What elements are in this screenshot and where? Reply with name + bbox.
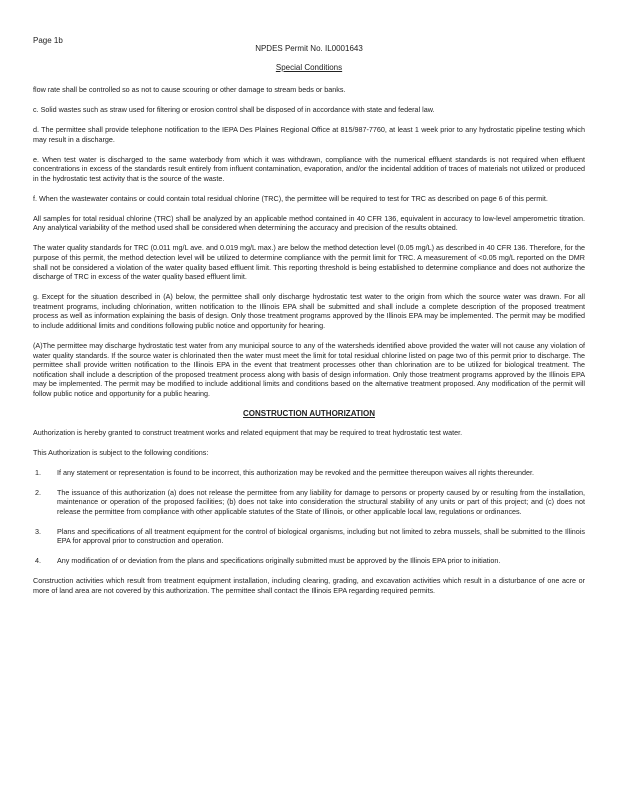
permit-page: [33, 36, 585, 606]
condition-item: [33, 468, 585, 478]
permit-number: NPDES Permit No. IL0001643: [255, 44, 363, 53]
condition-number: 4.: [35, 556, 41, 566]
construction-subject: This Authorization is subject to the following conditions:: [33, 447, 209, 457]
condition-text: If any statement or representation is found to be incorrect, this authorization may be revoked and the permittee thereupon waives all rights thereunder.: [57, 467, 535, 477]
paragraph-trc-standards: The water quality standards for TRC (0.011 mg/L ave. and 0.019 mg/L max.) are below the method detection level (0.05 mg/L) as described in 40 CFR 136. Therefore, for the purpose of this permit, the method detection level will be utilized to determine compliance with the permit limit for TRC. A measurement of <0.05 mg/L reported on the DMR shall not be considered a violation of the water quality based effluent limit. This reporting threshold is being established to determine compliance and does not authorize the discharge of TRC in excess of the water quality based effluent limit.: [33, 243, 585, 282]
construction-intro: Authorization is hereby granted to construct treatment works and related equipment that may be required to treat hydrostatic test water.: [33, 427, 463, 437]
condition-item: [33, 488, 585, 517]
paragraph-municipal-source: (A)The permittee may discharge hydrostatic test water from any municipal source to any of the watersheds identified above provided the water will not cause any violation of water quality standards. If the source water is chlorinated then the water must meet the limit for total residual chlorine listed on page two of this permit prior to discharge. The permittee shall provide written notification to the Illinois EPA in the event that treatment processes other than chlorination are to be utilized for biological treatment. The notification shall include a description of the proposed treatment process along with basis of design information. Only those treatment programs approved by the Illinois EPA may be implemented. The permit may be modified to include additional limits and conditions based on the alternative treatment proposed. Any modification of the permit will follow public notice and opportunity for a public hearing.: [33, 341, 585, 398]
condition-item: [33, 527, 585, 546]
paragraph-solid-wastes: c. Solid wastes such as straw used for filtering or erosion control shall be disposed of in accordance with state and federal law.: [33, 105, 435, 115]
paragraph-flow-rate: flow rate shall be controlled so as not to cause scouring or other damage to stream beds or banks.: [33, 85, 346, 95]
condition-text: Plans and specifications of all treatment equipment for the control of biological organisms, including but not limited to zebra mussels, shall be submitted to the Illinois EPA for approval prior to construction and operation.: [57, 526, 585, 546]
construction-heading: CONSTRUCTION AUTHORIZATION: [243, 408, 375, 418]
condition-number: 1.: [35, 467, 41, 477]
condition-text: Any modification of or deviation from the plans and specifications originally submitted must be approved by the Illinois EPA prior to initiation.: [57, 556, 501, 566]
construction-closing: Construction activities which result from treatment equipment installation, including clearing, grading, and excavation activities which result in a disturbance of one acre or more of land area are not covered by this authorization. The permittee shall contact the Illinois EPA regarding required permits.: [33, 576, 585, 595]
paragraph-trc-samples: All samples for total residual chlorine (TRC) shall be analyzed by an applicable method contained in 40 CFR 136, equivalent in accuracy to low-level amperometric titration. Any analytical variability of the method used shall be considered when determining the accuracy and precision of the results obtained.: [33, 213, 585, 233]
condition-number: 2.: [35, 487, 41, 497]
page-number: Page 1b: [33, 36, 63, 45]
condition-item: [33, 556, 585, 566]
condition-text: The issuance of this authorization (a) does not release the permittee from any liability for damage to persons or property caused by or resulting from the installation, maintenance or operation of the proposed facilities; (b) does not take into consideration the structural stability of any units or part of this project; and (c) does not release the permittee from compliance with other applicable statutes of the State of Illinois, or other applicable local law, regulations or ordinances.: [57, 487, 585, 516]
condition-number: 3.: [35, 526, 41, 536]
paragraph-trc-testing: f. When the wastewater contains or could contain total residual chlorine (TRC), the permittee will be required to test for TRC as described on page 6 of this permit.: [33, 193, 548, 203]
paragraph-discharge-origin: g. Except for the situation described in (A) below, the permittee shall only discharge hydrostatic test water to the origin from which the source water was drawn. For all treatment programs, including chlorination, written notification to the Illinois EPA shall be submitted and shall include a complete description of the proposed treatment process as well as information explaining the basis of design. Only those treatment programs approved by the Illinois EPA may be implemented. The permit may be modified to include additional limits and conditions following public notice and opportunity for hearing.: [33, 292, 585, 331]
section-title: Special Conditions: [275, 62, 343, 72]
paragraph-telephone-notification: d. The permittee shall provide telephone notification to the IEPA Des Plaines Regional Office at 815/987-7760, at least 1 week prior to any hydrostatic pipeline testing which may result in a discharge.: [33, 125, 585, 144]
paragraph-test-water-compliance: e. When test water is discharged to the same waterbody from which it was withdrawn, compliance with the numerical effluent standards is not required when effluent concentrations in excess of the standards result entirely from influent contamination, evaporation, and/or the incidental addition of traces of materials not utilized or produced in the hydrostatic test activity that is the source of the waste.: [33, 154, 585, 183]
